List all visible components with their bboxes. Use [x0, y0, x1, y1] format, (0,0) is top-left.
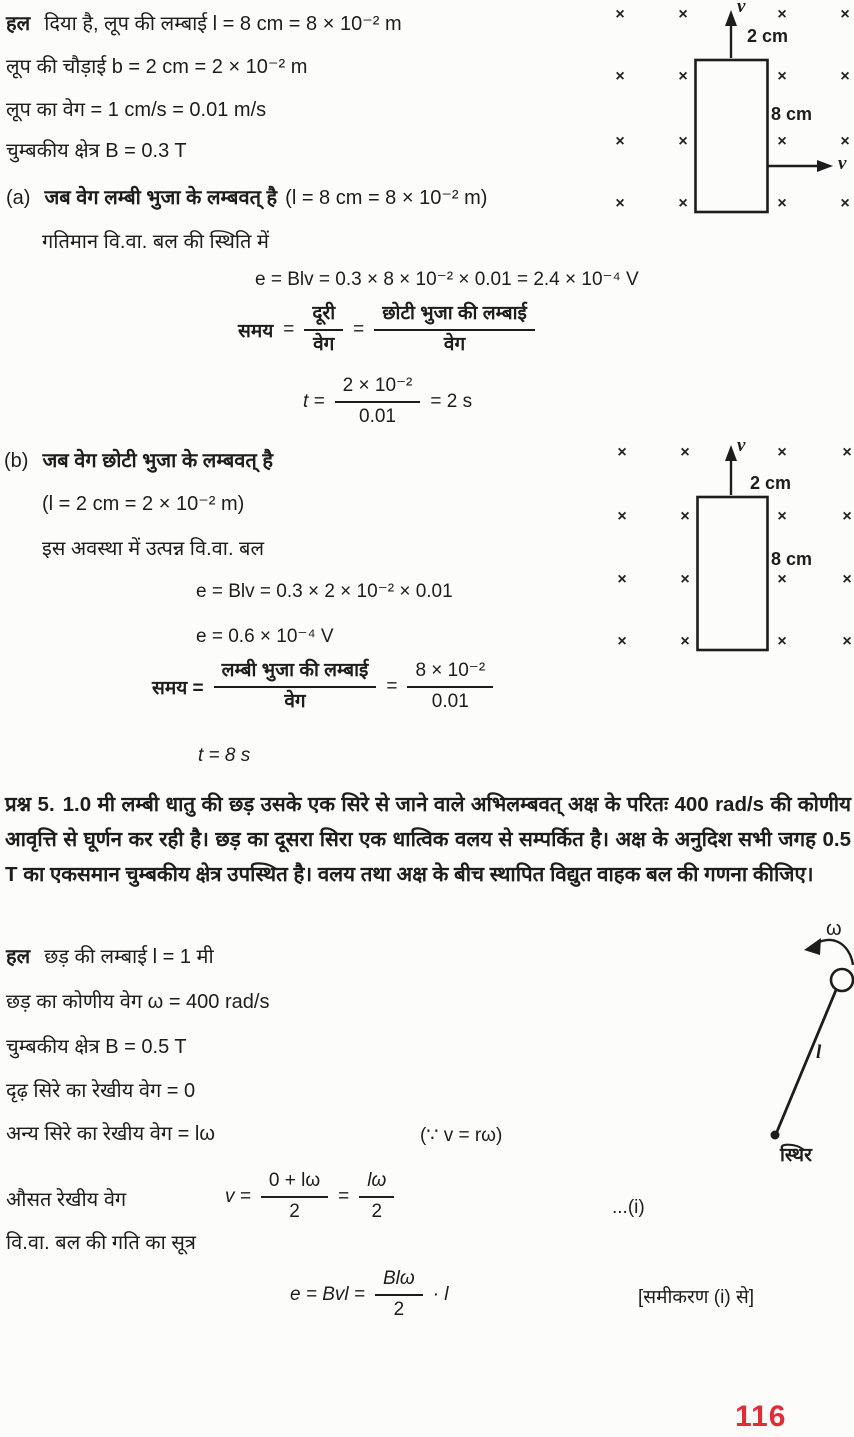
field-into-page-cross: ×	[615, 6, 625, 23]
loop-diagram-a-drawing	[595, 0, 854, 228]
part-a-title-math: (l = 8 cm = 8 × 10⁻² m)	[285, 187, 488, 209]
question-5-label: प्रश्न 5.	[5, 793, 55, 816]
emf-lhs: e = Bvl =	[290, 1283, 365, 1305]
fixed-end-label: स्थिर	[780, 1145, 812, 1166]
loop-diagram-a	[595, 0, 854, 228]
time-lhs: समय	[238, 320, 274, 342]
field-into-page-cross: ×	[777, 6, 787, 23]
field-into-page-cross: ×	[678, 195, 688, 212]
avg-velocity-equation	[225, 1170, 394, 1224]
sol5-length-text: छड़ की लम्बाई l = 1 मी	[44, 946, 214, 968]
fraction-distance-velocity: $\frac{\text{दूरी}}{\text{वेग}}$	[304, 303, 343, 357]
field-into-page-cross: ×	[777, 444, 787, 461]
fraction-avg-1: $\frac{0 + l\omega}{2}$	[261, 1170, 328, 1224]
question-5-text: 1.0 मी लम्बी धातु की छड़ उसके एक सिरे से जाने वाले अभिलम्बवत् अक्ष के परितः 400 rad/s की कोणीय आवृत्ति से घूर्णन कर रही है। छड़ का दूसरा सिरा एक धात्विक वलय से सम्पर्कित है। अक्ष के अनुदिश सभी जगह 0.5 T का एकसमान चुम्बकीय क्षेत्र उपस्थित है। वलय तथा अक्ष के बीच स्थापित विद्युत वाहक बल की गणना कीजिए।	[5, 793, 851, 886]
time-lhs: समय =	[152, 677, 204, 699]
field-into-page-cross: ×	[777, 633, 787, 650]
field-into-page-cross: ×	[617, 571, 627, 588]
emf-formula-label: वि.वा. बल की गति का सूत्र	[6, 1232, 196, 1254]
sol5-fixed-end-line: दृढ़ सिरे का रेखीय वेग = 0	[6, 1080, 196, 1102]
part-b-label: (b)	[4, 450, 29, 472]
field-into-page-cross: ×	[842, 571, 852, 588]
sol5-heading: हल	[6, 946, 31, 968]
loop-height-label: 8 cm	[771, 549, 813, 569]
v-lhs: v =	[225, 1185, 251, 1207]
sol4-field-line: चुम्बकीय क्षेत्र B = 0.3 T	[6, 140, 187, 162]
equals-sign: =	[283, 318, 295, 340]
field-into-page-cross: ×	[617, 508, 627, 525]
because-note: (∵ v = rω)	[420, 1125, 503, 1146]
sol5-length-line	[6, 945, 214, 970]
field-into-page-cross: ×	[777, 68, 787, 85]
part-b-subtitle: इस अवस्था में उत्पन्न वि.वा. बल	[42, 538, 265, 560]
rotating-rod-drawing	[680, 920, 854, 1167]
omega-label: ω	[826, 918, 842, 940]
equation-reference-i: ...(i)	[612, 1197, 645, 1218]
field-into-page-cross: ×	[777, 133, 787, 150]
part-b-time-equation	[152, 660, 493, 714]
rod-length-label: l	[816, 1042, 822, 1063]
sol4-width-line: लूप की चौड़ाई b = 2 cm = 2 × 10⁻² m	[6, 56, 308, 78]
t-lhs: t =	[303, 390, 325, 412]
part-a-subtitle: गतिमान वि.वा. बल की स्थिति में	[42, 231, 269, 253]
velocity-up-label: v	[737, 435, 746, 456]
t-result: = 2 s	[430, 390, 473, 412]
loop-diagram-b	[595, 437, 854, 665]
field-into-page-cross: ×	[842, 633, 852, 650]
fraction-numeric: $\frac{\text{8 × 10⁻²}}{0.01}$	[407, 660, 493, 714]
fraction-long-side: $\frac{\text{लम्बी भुजा की लम्बाई}}{\text{वेग}}$	[214, 660, 377, 714]
final-emf-equation	[290, 1268, 449, 1322]
part-b-emf-equation-2: e = 0.6 × 10⁻⁴ V	[196, 626, 334, 647]
sol4-velocity-line: लूप का वेग = 1 cm/s = 0.01 m/s	[6, 99, 267, 121]
sol4-given-line	[6, 12, 402, 37]
sol4-given-text: दिया है, लूप की लम्बाई l = 8 cm = 8 × 10⁻² m	[44, 13, 402, 35]
part-b-title-line	[4, 449, 273, 474]
from-equation-note: [समीकरण (i) से]	[638, 1287, 755, 1308]
fraction-emf: $\frac{\text{Blω}}{2}$	[375, 1268, 423, 1322]
field-into-page-cross: ×	[615, 195, 625, 212]
field-into-page-cross: ×	[617, 444, 627, 461]
fraction-t: $\frac{\text{2 × 10⁻²}}{0.01}$	[335, 375, 421, 429]
part-a-label: (a)	[6, 187, 31, 209]
sol5-field-line: चुम्बकीय क्षेत्र B = 0.5 T	[6, 1036, 187, 1058]
equals-sign: =	[338, 1185, 350, 1207]
field-into-page-cross: ×	[842, 444, 852, 461]
field-into-page-cross: ×	[840, 133, 850, 150]
field-into-page-cross: ×	[680, 571, 690, 588]
field-into-page-cross: ×	[615, 133, 625, 150]
equals-sign: =	[386, 675, 398, 697]
field-into-page-cross: ×	[777, 508, 787, 525]
field-into-page-cross: ×	[777, 571, 787, 588]
field-into-page-cross: ×	[842, 508, 852, 525]
page-number: 116	[735, 1400, 787, 1433]
part-b-emf-equation-1: e = Blv = 0.3 × 2 × 10⁻² × 0.01	[196, 581, 453, 602]
field-into-page-cross: ×	[617, 633, 627, 650]
field-into-page-cross: ×	[680, 508, 690, 525]
fraction-short-side: $\frac{\text{छोटी भुजा की लम्बाई}}{\text{वेग}}$	[374, 303, 535, 357]
loop-width-label: 2 cm	[750, 473, 792, 493]
field-into-page-cross: ×	[680, 444, 690, 461]
field-into-page-cross: ×	[615, 68, 625, 85]
field-into-page-cross: ×	[678, 133, 688, 150]
part-b-length-math: (l = 2 cm = 2 × 10⁻² m)	[42, 493, 245, 515]
velocity-up-label: v	[737, 0, 746, 17]
emf-rhs: · l	[432, 1283, 449, 1305]
question-5-paragraph	[5, 787, 851, 892]
part-a-title-line	[6, 186, 487, 211]
part-b-t-result: t = 8 s	[198, 745, 251, 766]
equals-sign: =	[353, 318, 365, 340]
field-into-page-cross: ×	[840, 68, 850, 85]
field-into-page-cross: ×	[840, 6, 850, 23]
part-a-title: जब वेग लम्बी भुजा के लम्बवत् है	[44, 187, 278, 209]
sol5-omega-line: छड़ का कोणीय वेग ω = 400 rad/s	[6, 991, 270, 1013]
sol4-heading: हल	[6, 13, 31, 35]
field-into-page-cross: ×	[678, 6, 688, 23]
field-into-page-cross: ×	[678, 68, 688, 85]
field-into-page-cross: ×	[680, 633, 690, 650]
loop-height-label: 8 cm	[771, 104, 813, 124]
part-b-title: जब वेग छोटी भुजा के लम्बवत् है	[42, 450, 273, 472]
part-a-emf-equation: e = Blv = 0.3 × 8 × 10⁻² × 0.01 = 2.4 × 10⁻⁴ V	[255, 269, 639, 290]
part-a-t-equation	[303, 375, 472, 429]
loop-width-label: 2 cm	[747, 26, 789, 46]
fraction-avg-2: $\frac{l\omega}{2}$	[359, 1170, 394, 1224]
part-a-time-equation	[238, 303, 535, 357]
loop-diagram-b-drawing	[595, 437, 854, 665]
velocity-right-label: v	[838, 153, 847, 174]
field-into-page-cross: ×	[777, 195, 787, 212]
sol5-other-end-line: अन्य सिरे का रेखीय वेग = lω	[6, 1123, 215, 1145]
avg-velocity-label: औसत रेखीय वेग	[6, 1189, 127, 1211]
rotating-rod-diagram	[680, 920, 854, 1167]
field-into-page-cross: ×	[840, 195, 850, 212]
